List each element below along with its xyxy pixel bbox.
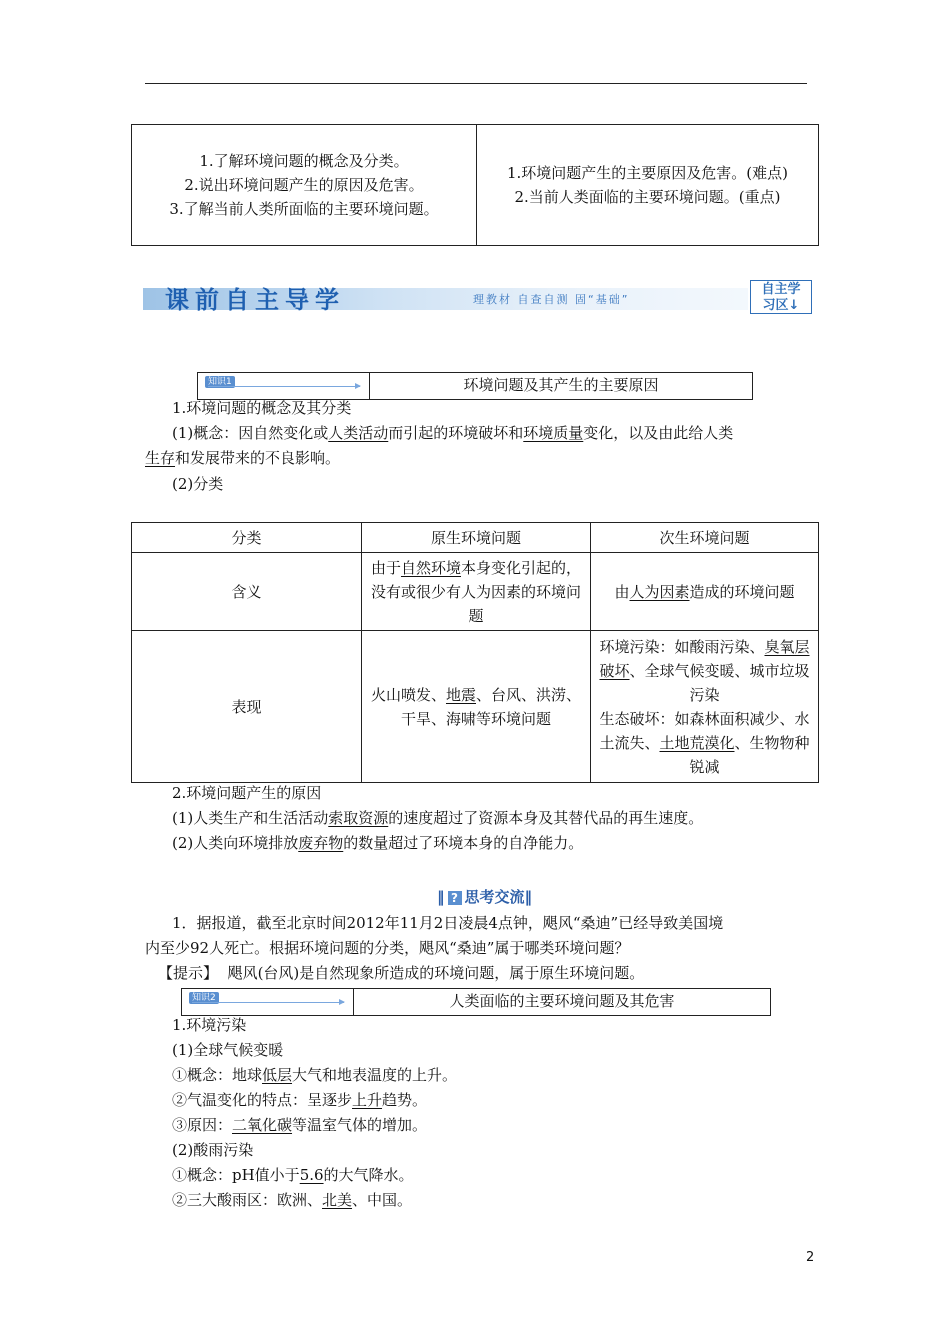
blank-answer: 人为因素	[629, 582, 690, 601]
hint-text: 飓风(台风)是自然现象所造成的环境问题，属于原生环境问题。	[227, 964, 645, 982]
think-title: 思考交流	[464, 888, 525, 906]
row-label: 含义	[132, 553, 362, 631]
blank-answer: 臭氧层破坏	[599, 637, 810, 680]
table-cell: 火山喷发、地震、台风、洪涝、干旱、海啸等环境问题	[362, 631, 591, 783]
blank-answer: 生存	[145, 449, 176, 467]
reason-line: (2)人类向环境排放废弃物的数量超过了环境本身的自净能力。	[172, 834, 584, 852]
blank-answer: 土地荒漠化	[659, 733, 735, 752]
knowledge-box-2	[181, 988, 771, 1016]
point-line: ②三大酸雨区：欧洲、北美、中国。	[172, 1191, 413, 1209]
banner-badge	[750, 280, 812, 314]
subheading: (2)酸雨污染	[172, 1141, 254, 1159]
question-icon: ?	[448, 891, 462, 905]
table-header-row	[132, 523, 819, 553]
focus-item: 1.环境问题产生的主要原因及危害。(难点)	[506, 164, 789, 182]
blank-answer: 环境质量	[523, 424, 584, 442]
learning-goals-box	[131, 124, 819, 246]
knowledge-tag-label: 知识1	[205, 376, 235, 388]
goal-item: 2.说出环境问题产生的原因及危害。	[184, 176, 424, 194]
table-header: 次生环境问题	[591, 523, 819, 553]
arrow-icon	[192, 1002, 344, 1003]
point-line: ②气温变化的特点：呈逐步上升趋势。	[172, 1091, 428, 1109]
goals-right	[477, 125, 818, 245]
badge-line: 自主学	[761, 282, 801, 297]
table-header: 分类	[132, 523, 362, 553]
badge-line: 习区↓	[762, 298, 800, 313]
think-heading: ‖ ? 思考交流‖	[437, 888, 533, 906]
question-line: 1．据报道，截至北京时间2012年11月2日凌晨4点钟，飓风“桑迪”已经导致美国境	[172, 914, 724, 932]
goals-left	[132, 125, 477, 245]
blank-answer: 废弃物	[298, 834, 344, 852]
table-row	[132, 631, 819, 783]
reason-line: (1)人类生产和生活活动索取资源的速度超过了资源本身及其替代品的再生速度。	[172, 809, 704, 827]
page-number: 2	[806, 1250, 815, 1265]
blank-answer: 二氧化碳	[232, 1116, 293, 1134]
table-header: 原生环境问题	[362, 523, 591, 553]
section-heading: 1.环境污染	[172, 1016, 247, 1034]
blank-answer: 人类活动	[328, 424, 389, 442]
banner-subtitle: 理教材 自查自测 固“基础”	[473, 293, 630, 306]
point-line: ①概念：地球低层大气和地表温度的上升。	[172, 1066, 458, 1084]
concept-line: (1)概念：因自然变化或人类活动而引起的环境破坏和环境质量变化，以及由此给人类	[172, 424, 734, 442]
table-cell: 由于自然环境本身变化引起的，没有或很少有人为因素的环境问题	[362, 553, 591, 631]
section-heading: 2.环境问题产生的原因	[172, 784, 322, 802]
knowledge-tag-label: 知识2	[189, 992, 219, 1004]
classification-table	[131, 522, 819, 783]
hint-label: 【提示】	[158, 964, 219, 982]
blank-answer: 自然环境	[400, 558, 461, 577]
section-banner	[143, 280, 815, 316]
goal-item: 3.了解当前人类所面临的主要环境问题。	[169, 200, 439, 218]
hint-line	[158, 961, 644, 986]
blank-answer: 索取资源	[328, 809, 389, 827]
row-label: 表现	[132, 631, 362, 783]
table-row	[132, 553, 819, 631]
subheading: (2)分类	[172, 475, 224, 493]
blank-answer: 地震	[445, 685, 476, 704]
knowledge-tag	[182, 989, 354, 1015]
point-line: ③原因：二氧化碳等温室气体的增加。	[172, 1116, 428, 1134]
subheading: (1)全球气候变暖	[172, 1041, 284, 1059]
banner-title: 课前自主导学	[165, 286, 345, 314]
goal-item: 1.了解环境问题的概念及分类。	[199, 152, 409, 170]
point-line: ①概念：pH值小于5.6的大气降水。	[172, 1166, 414, 1184]
table-cell: 环境污染：如酸雨污染、臭氧层破坏、全球气候变暖、城市垃圾污染 生态破坏：如森林面积减少、水土流失、土地荒漠化、生物物种锐减	[591, 631, 819, 783]
header-rule	[145, 83, 807, 84]
focus-item: 2.当前人类面临的主要环境问题。(重点)	[514, 188, 781, 206]
section-heading: 1.环境问题的概念及其分类	[172, 399, 352, 417]
table-cell: 由人为因素造成的环境问题	[591, 553, 819, 631]
knowledge-title: 环境问题及其产生的主要原因	[463, 376, 659, 394]
blank-answer: 5.6	[299, 1166, 324, 1184]
blank-answer: 北美	[322, 1191, 353, 1209]
knowledge-title: 人类面临的主要环境问题及其危害	[449, 992, 675, 1010]
concept-line-2: 生存和发展带来的不良影响。	[145, 449, 341, 467]
arrow-icon	[208, 386, 360, 387]
question-line: 内至少92人死亡。根据环境问题的分类，飓风“桑迪”属于哪类环境问题？	[145, 939, 630, 957]
blank-answer: 低层	[262, 1066, 293, 1084]
blank-answer: 上升	[352, 1091, 383, 1109]
